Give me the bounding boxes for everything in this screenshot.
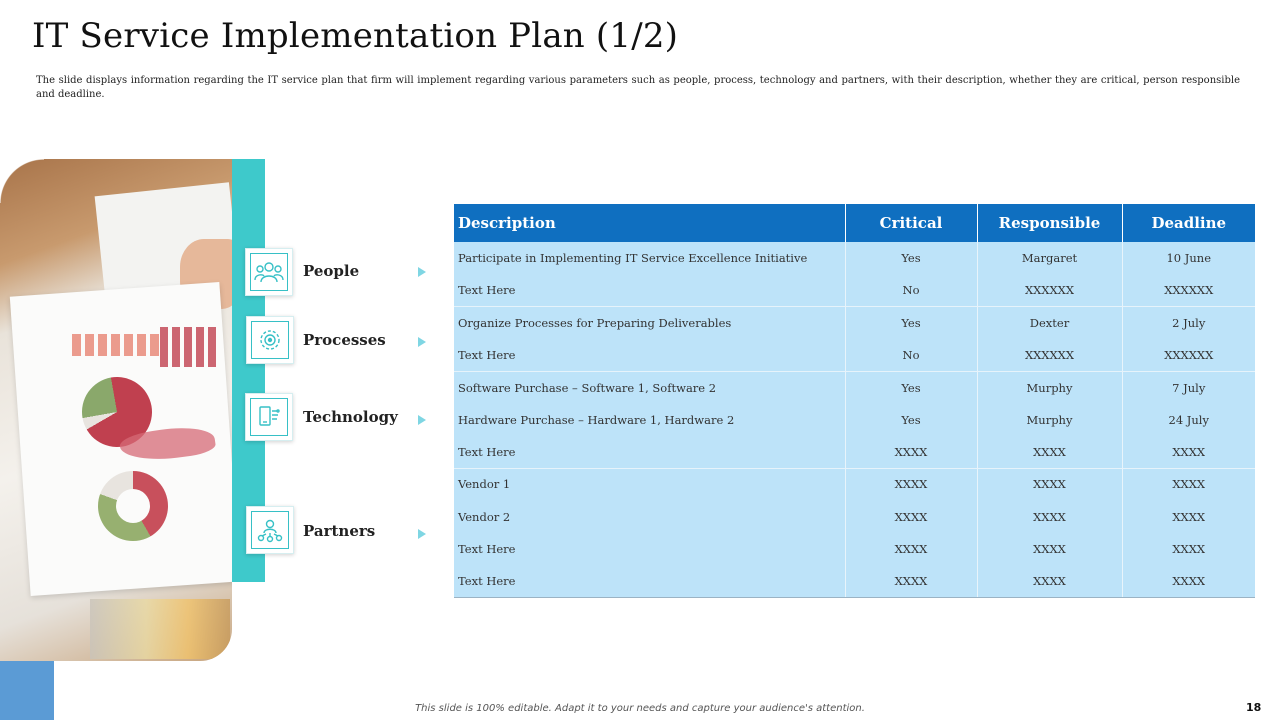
table-cell: Text Here	[454, 436, 845, 468]
photo-bar-graphic-2	[160, 327, 220, 367]
table-cell: Yes	[845, 403, 977, 435]
table-cell: Vendor 1	[454, 468, 845, 500]
category-label-people: People	[303, 262, 360, 280]
category-label-technology: Technology	[303, 408, 398, 426]
slide-title: IT Service Implementation Plan (1/2)	[32, 16, 679, 56]
table-row	[454, 533, 1255, 565]
table-row	[454, 371, 1255, 403]
table-row	[454, 339, 1255, 371]
photo-ring-graphic	[98, 471, 168, 541]
implementation-plan-table	[454, 204, 1255, 598]
table-cell: XXXX	[977, 533, 1122, 565]
table-cell: XXXX	[845, 468, 977, 500]
table-header-row	[454, 204, 1255, 242]
table-cell: XXXX	[1122, 436, 1255, 468]
table-cell: XXXX	[845, 533, 977, 565]
table-cell: Murphy	[977, 403, 1122, 435]
column-header-description: Description	[454, 204, 845, 242]
table-cell: XXXX	[977, 500, 1122, 532]
table-cell: Yes	[845, 242, 977, 274]
chevron-right-icon	[418, 415, 426, 425]
photo-bar-graphic	[72, 334, 162, 356]
photo-bottom-items	[90, 599, 230, 659]
table-cell: XXXX	[1122, 500, 1255, 532]
table-cell: 7 July	[1122, 371, 1255, 403]
chevron-right-icon	[418, 529, 426, 539]
chevron-right-icon	[418, 267, 426, 277]
table-row	[454, 500, 1255, 532]
table-cell: Margaret	[977, 242, 1122, 274]
table-cell: XXXX	[845, 436, 977, 468]
process-gear-icon	[246, 316, 294, 364]
table-cell: Software Purchase – Software 1, Software 2	[454, 371, 845, 403]
table-cell: Yes	[845, 371, 977, 403]
table-cell: Text Here	[454, 274, 845, 306]
table-row	[454, 307, 1255, 339]
table-cell: XXXX	[977, 565, 1122, 597]
table-row	[454, 403, 1255, 435]
table-cell: Text Here	[454, 339, 845, 371]
table-cell: No	[845, 339, 977, 371]
table-cell: No	[845, 274, 977, 306]
table-cell: XXXX	[845, 565, 977, 597]
table-cell: Dexter	[977, 307, 1122, 339]
table-row	[454, 565, 1255, 597]
table-cell: Organize Processes for Preparing Deliverables	[454, 307, 845, 339]
table-cell: Vendor 2	[454, 500, 845, 532]
category-label-processes: Processes	[303, 331, 386, 349]
table-row	[454, 242, 1255, 274]
table-cell: XXXX	[977, 436, 1122, 468]
table-cell: 2 July	[1122, 307, 1255, 339]
table-row	[454, 274, 1255, 306]
table-cell: XXXX	[1122, 533, 1255, 565]
table-row	[454, 468, 1255, 500]
column-header-responsible: Responsible	[977, 204, 1122, 242]
table-cell: XXXXXX	[1122, 339, 1255, 371]
table-cell: 10 June	[1122, 242, 1255, 274]
partners-network-icon	[246, 506, 294, 554]
table-cell: XXXX	[1122, 468, 1255, 500]
table-cell: XXXXXX	[977, 274, 1122, 306]
table-cell: Yes	[845, 307, 977, 339]
desk-report-photo	[0, 159, 232, 661]
chevron-right-icon	[418, 337, 426, 347]
column-header-critical: Critical	[845, 204, 977, 242]
category-label-partners: Partners	[303, 522, 376, 540]
table-cell: Participate in Implementing IT Service Excellence Initiative	[454, 242, 845, 274]
table-cell: 24 July	[1122, 403, 1255, 435]
page-number: 18	[1246, 701, 1262, 714]
table-cell: XXXXXX	[977, 339, 1122, 371]
table-row	[454, 436, 1255, 468]
people-group-icon	[245, 248, 293, 296]
photo-rounded-corner	[0, 159, 44, 203]
table-cell: XXXX	[977, 468, 1122, 500]
table-cell: Hardware Purchase – Hardware 1, Hardware 2	[454, 403, 845, 435]
footer-note: This slide is 100% editable. Adapt it to your needs and capture your audience's attention.	[415, 703, 865, 714]
table-cell: Text Here	[454, 533, 845, 565]
column-header-deadline: Deadline	[1122, 204, 1255, 242]
technology-device-icon	[245, 393, 293, 441]
table-cell: XXXX	[1122, 565, 1255, 597]
table-cell: XXXX	[845, 500, 977, 532]
table-cell: Text Here	[454, 565, 845, 597]
table-cell: Murphy	[977, 371, 1122, 403]
table-cell: XXXXXX	[1122, 274, 1255, 306]
slide-subtitle: The slide displays information regarding the IT service plan that firm will implement regarding various parameters such as people, process, technology and partners, with their description, whether they are critical, person responsible and deadline.	[36, 75, 1240, 100]
